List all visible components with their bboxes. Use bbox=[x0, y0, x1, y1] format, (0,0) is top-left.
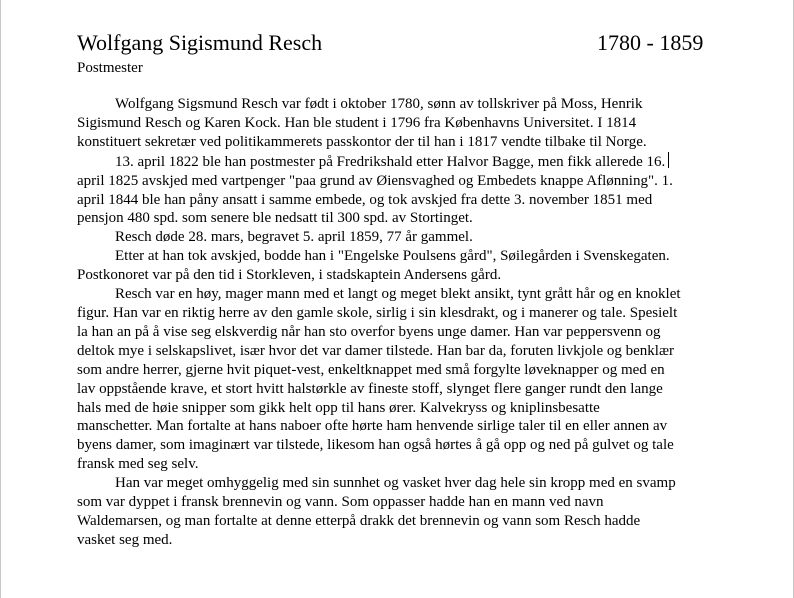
text-line: manschetter. Man fortalte at hans naboer ofte hørte ham henvende sirlige taler til en eller annen av bbox=[77, 418, 668, 435]
text-line: figur. Han var en riktig herre av den gamle skole, sirlig i sin klesdrakt, og i manerer og tale. Spesielt bbox=[77, 304, 678, 321]
document-header bbox=[77, 30, 717, 56]
text-line: Resch var en høy, mager mann med et langt og meget blekt ansikt, tynt grått hår og en knoklet bbox=[115, 286, 681, 303]
text-line: lav oppstående krave, et stort hvitt halstørkle av fineste stoff, slynget flere ganger rundt den lange bbox=[77, 380, 663, 397]
text-line: Han var meget omhyggelig med sin sunnhet og vasket hver dag hele sin kropp med en svamp bbox=[115, 475, 676, 492]
text-line: Waldemarsen, og man fortalte at denne etterpå drakk det brennevin og vann som Resch hadde bbox=[77, 512, 641, 529]
text-line: 13. april 1822 ble han postmester på Fredrikshald etter Halvor Bagge, men fikk allerede 16. bbox=[115, 153, 666, 170]
text-line: pensjon 480 spd. som senere ble nedsatt til 300 spd. av Stortinget. bbox=[77, 210, 473, 227]
text-cursor bbox=[668, 152, 669, 168]
document-body[interactable] bbox=[77, 95, 725, 550]
text-line: Etter at han tok avskjed, bodde han i "Engelske Poulsens gård", Søilegården i Svenskegaten. bbox=[115, 248, 670, 265]
text-line: Sigismund Resch og Karen Kock. Han ble student i 1796 fra Københavns Universitet. I 1814 bbox=[77, 114, 637, 131]
text-line: deltok mye i selskapslivet, især hvor det var damer tilstede. Han bar da, foruten livkjole og benklær bbox=[77, 342, 674, 359]
text-line: fransk med seg selv. bbox=[77, 456, 199, 473]
text-line: konstituert sekretær ved politikammerets passkontor der til han i 1817 vendte tilbake til Norge. bbox=[77, 133, 647, 150]
text-line: april 1844 ble han påny ansatt i samme embede, og tok avskjed fra dette 3. november 1851 med bbox=[77, 191, 653, 208]
document-subtitle: Postmester bbox=[77, 60, 143, 76]
text-line: la han an på å vise seg elskverdig når han sto overfor byens unge damer. Han var peppersvenn og bbox=[77, 323, 661, 340]
document-title: Wolfgang Sigismund Resch bbox=[77, 30, 323, 55]
life-years: 1780 - 1859 bbox=[597, 30, 704, 55]
text-line: Postkonoret var på den tid i Storkleven, i stadskaptein Andersens gård. bbox=[77, 267, 502, 284]
text-line: hals med de høie snipper som gikk helt opp til hans ører. Kalvekryss og kniplinsbesatte bbox=[77, 399, 600, 416]
text-line: vasket seg med. bbox=[77, 531, 173, 548]
text-line: byens damer, som imaginært var tilstede, likesom han også hørtes å gå opp og ned på gulvet og tale bbox=[77, 437, 674, 454]
text-line: som var dyppet i fransk brennevin og vann. Som oppasser hadde han en mann ved navn bbox=[77, 494, 604, 511]
text-line: Resch døde 28. mars, begravet 5. april 1859, 77 år gammel. bbox=[115, 229, 473, 246]
text-line-with-cursor bbox=[77, 152, 725, 172]
text-line: som andre herrer, gjerne hvit piquet-vest, enkeltknappet med små forgylte løveknapper og med en bbox=[77, 361, 665, 378]
text-line: Wolfgang Sigsmund Resch var født i oktober 1780, sønn av tollskriver på Moss, Henrik bbox=[115, 96, 643, 112]
text-line: april 1825 avskjed med vartpenger "paa grund av Øiensvaghed og Embedets knappe Aflønning". 1. bbox=[77, 172, 673, 189]
